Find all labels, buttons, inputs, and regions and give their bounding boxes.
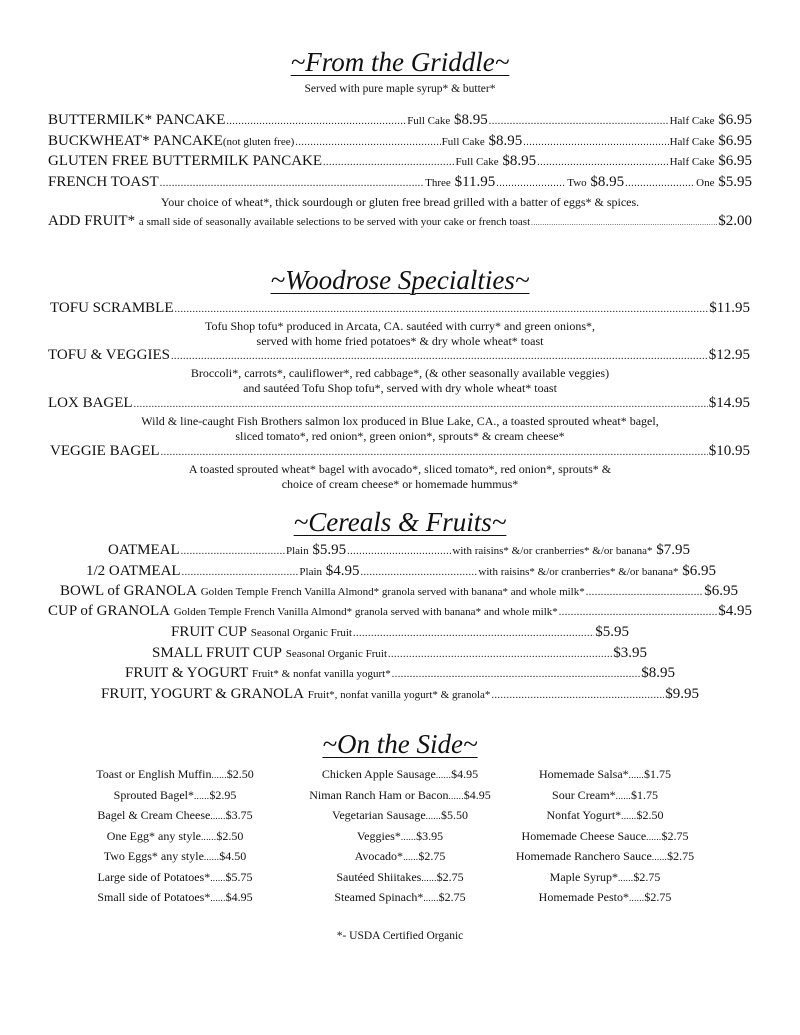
dot-leader (523, 133, 668, 152)
dot-leader: ...... (646, 831, 662, 842)
side-item (270, 806, 530, 827)
item-price: $12.95 (708, 347, 750, 363)
side-column-1 (60, 765, 290, 909)
item-description: Seasonal Organic Fruit (250, 627, 352, 639)
three-label: Three (425, 177, 451, 189)
dot-leader (361, 563, 478, 582)
item-name: GLUTEN FREE BUTTERMILK PANCAKE (48, 153, 323, 169)
dot-leader: ...... (628, 770, 644, 780)
half-label: Half Cake (669, 156, 715, 168)
with-label: with raisins* &/or cranberries* &/or banana* (452, 545, 653, 557)
item-price: $14.95 (708, 395, 750, 411)
side-item-price: $2.75 (438, 890, 466, 904)
side-item-price: $5.75 (225, 869, 253, 884)
side-item-price: $4.95 (451, 767, 479, 781)
side-item (60, 888, 290, 909)
with-label: with raisins* &/or cranberries* &/or banana* (478, 566, 679, 578)
with-price: $7.95 (656, 542, 690, 558)
item-description: Golden Temple French Vanilla Almond* granola served with banana* and whole milk* (173, 606, 558, 618)
side-item (60, 847, 290, 868)
half-price: $6.95 (718, 153, 752, 169)
dot-leader (182, 563, 299, 582)
item-name: BUCKWHEAT* PANCAKE (48, 133, 223, 149)
side-item (270, 868, 530, 889)
dot-leader (392, 665, 641, 684)
side-item-name: Niman Ranch Ham or Bacon (309, 787, 449, 802)
side-item-name: Homemade Ranchero Sauce (515, 849, 652, 863)
side-item-price: $4.95 (463, 787, 491, 802)
half-label: Half Cake (669, 115, 715, 127)
side-item-price: $2.75 (633, 869, 661, 884)
side-item-name: Avocado* (354, 849, 404, 863)
item-name: LOX BAGEL (48, 395, 133, 411)
item-name: TOFU & VEGGIES (48, 347, 170, 363)
item-price: $3.95 (613, 645, 647, 661)
griddle-subtitle: Served with pure maple syrup* & butter* (304, 83, 496, 95)
side-item-price: $2.75 (661, 828, 689, 843)
dot-leader: ...... (651, 852, 668, 862)
item-name: FRUIT, YOGURT & GRANOLA (101, 686, 304, 702)
menu-item-french-toast (48, 173, 752, 193)
tofu-scramble-desc-line1: Tofu Shop tofu* produced in Arcata, CA. sautéed with curry* and green onions*, (204, 319, 596, 333)
side-column-2 (270, 765, 530, 909)
item-description: Fruit* & nonfat vanilla yogurt* (252, 668, 391, 680)
full-price: $8.95 (454, 112, 488, 128)
dot-leader (496, 174, 566, 193)
plain-label: Plain (299, 566, 323, 578)
organic-footnote: *- USDA Certified Organic (336, 930, 464, 942)
two-label: Two (567, 177, 587, 189)
side-title: ~On the Side~ (322, 729, 478, 759)
item-price: $10.95 (708, 443, 750, 459)
dot-leader: ...... (425, 811, 441, 821)
menu-item-small-fruit-cup (152, 644, 647, 664)
side-item-name: Sour Cream* (552, 787, 616, 802)
with-price: $6.95 (682, 563, 716, 579)
side-item-price: $1.75 (630, 787, 658, 802)
item-name: BOWL of GRANOLA (60, 583, 197, 599)
side-item-name: Large side of Potatoes* (97, 869, 211, 884)
dot-leader: ...... (448, 790, 464, 801)
dot-leader: ...... (423, 893, 439, 903)
menu-item-veggie-bagel (50, 442, 750, 462)
item-name: TOFU SCRAMBLE (50, 300, 174, 316)
full-label: Full Cake (441, 136, 485, 148)
full-price: $8.95 (488, 133, 523, 149)
side-item-name: Sprouted Bagel* (113, 787, 194, 802)
dot-leader: ...... (618, 872, 634, 883)
side-item (270, 888, 530, 909)
menu-item-add-fruit (48, 212, 752, 233)
plain-price: $5.95 (312, 542, 347, 558)
side-item-price: $2.50 (216, 828, 244, 843)
dot-leader: ...... (194, 790, 210, 801)
half-price: $6.95 (718, 133, 752, 149)
side-item-name: One Egg* any style (106, 828, 201, 843)
dot-leader (388, 645, 612, 664)
side-item-price: $2.75 (436, 869, 464, 884)
dot-leader: ...... (400, 831, 417, 842)
dot-leader (160, 174, 424, 193)
dot-leader (531, 214, 717, 233)
item-name: FRUIT CUP (171, 624, 247, 640)
item-price: $11.95 (709, 300, 750, 316)
side-item-price: $4.95 (225, 890, 253, 904)
full-label: Full Cake (455, 156, 499, 168)
dot-leader (491, 686, 664, 705)
menu-item-buttermilk-pancake (48, 111, 752, 131)
dot-leader (586, 583, 704, 602)
dot-leader (171, 347, 708, 366)
dot-leader (295, 133, 440, 152)
dot-leader: ...... (211, 770, 227, 780)
full-label: Full Cake (407, 115, 451, 127)
item-name: FRENCH TOAST (48, 174, 159, 190)
side-item-name: Sautéed Shiitakes (336, 869, 422, 884)
side-item (495, 786, 715, 807)
item-note: (not gluten free) (222, 136, 295, 148)
side-item-price: $1.75 (643, 767, 671, 781)
side-item (495, 827, 715, 848)
dot-leader (181, 542, 285, 561)
menu-item-fruit-cup (171, 623, 629, 643)
side-item (60, 765, 290, 786)
side-item-name: Homemade Cheese Sauce (521, 828, 647, 843)
dot-leader (134, 395, 708, 414)
menu-item-oatmeal (108, 541, 690, 561)
full-price: $8.95 (502, 153, 537, 169)
side-item-name: Bagel & Cream Cheese (97, 808, 211, 822)
tofu-veggies-desc-line2: and sautéed Tofu Shop tofu*, served with dry whole wheat* toast (243, 381, 557, 395)
side-item-name: Small side of Potatoes* (97, 890, 211, 904)
side-item (270, 847, 530, 868)
specialties-title: ~Woodrose Specialties~ (270, 265, 530, 295)
menu-item-fruit-yogurt (125, 664, 675, 684)
side-item-name: Homemade Pesto* (538, 890, 629, 904)
menu-item-buckwheat-pancake (48, 132, 752, 152)
veggie-bagel-desc-line1: A toasted sprouted wheat* bagel with avocado*, sliced tomato*, red onion*, sprouts* & (188, 462, 612, 476)
side-item-price: $2.75 (644, 890, 672, 904)
side-item-price: $2.50 (226, 767, 254, 781)
side-item-name: Homemade Salsa* (539, 767, 629, 781)
side-item-name: Vegetarian Sausage (332, 808, 426, 822)
item-name: VEGGIE BAGEL (50, 443, 160, 459)
side-item-price: $2.75 (418, 849, 446, 863)
dot-leader (175, 300, 709, 319)
two-price: $8.95 (590, 174, 625, 190)
menu-item-bowl-granola (60, 582, 738, 602)
dot-leader: ...... (629, 893, 645, 903)
tofu-scramble-desc-line2: served with home fried potatoes* & dry whole wheat* toast (256, 334, 544, 348)
side-item (495, 806, 715, 827)
dot-leader (161, 443, 708, 462)
side-item (270, 786, 530, 807)
dot-leader (489, 112, 669, 131)
plain-label: Plain (285, 545, 309, 557)
cereals-title: ~Cereals & Fruits~ (293, 507, 507, 537)
menu-item-tofu-veggies (48, 346, 750, 366)
item-name: FRUIT & YOGURT (125, 665, 249, 681)
dot-leader (323, 153, 454, 172)
lox-bagel-desc-line2: sliced tomato*, red onion*, green onion*, sprouts* & cream cheese* (235, 429, 565, 443)
dot-leader: ...... (201, 831, 217, 842)
side-item-price: $3.95 (416, 828, 444, 843)
item-price: $9.95 (665, 686, 699, 702)
dot-leader: ...... (615, 790, 631, 801)
item-name: CUP of GRANOLA (48, 603, 170, 619)
dot-leader: ...... (421, 872, 437, 883)
dot-leader (347, 542, 451, 561)
side-item-price: $5.50 (440, 808, 468, 822)
item-description: Golden Temple French Vanilla Almond* granola served with banana* and whole milk* (200, 586, 585, 598)
item-name: BUTTERMILK* PANCAKE (48, 112, 226, 128)
side-item-name: Veggies* (356, 828, 401, 843)
item-price: $4.95 (718, 603, 752, 619)
dot-leader (353, 624, 594, 643)
side-item (495, 847, 715, 868)
dot-leader: ...... (210, 811, 226, 821)
side-item (495, 868, 715, 889)
side-item (60, 806, 290, 827)
griddle-title: ~From the Griddle~ (290, 47, 510, 77)
dot-leader: ...... (210, 872, 226, 883)
side-item-name: Toast or English Muffin (96, 767, 212, 781)
dot-leader: ...... (435, 770, 452, 780)
item-name: OATMEAL (108, 542, 180, 558)
side-item (495, 765, 715, 786)
side-item-name: Maple Syrup* (549, 869, 618, 884)
menu-item-gluten-free-pancake (48, 152, 752, 172)
side-item-name: Nonfat Yogurt* (546, 808, 622, 822)
item-name: 1/2 OATMEAL (86, 563, 181, 579)
side-item-name: Chicken Apple Sausage (321, 767, 436, 781)
dot-leader (625, 174, 695, 193)
dot-leader: ...... (210, 893, 226, 903)
menu-item-tofu-scramble (50, 299, 750, 319)
side-item-name: Steamed Spinach* (334, 890, 424, 904)
dot-leader: ...... (621, 811, 637, 821)
menu-item-fruit-yogurt-granola (101, 685, 699, 705)
half-label: Half Cake (669, 136, 715, 148)
side-item (270, 765, 530, 786)
side-item-price: $2.50 (636, 808, 664, 822)
side-item-price: $2.95 (209, 787, 237, 802)
item-description: Seasonal Organic Fruit (285, 648, 388, 660)
item-price: $6.95 (704, 583, 738, 599)
dot-leader: ...... (203, 852, 220, 862)
menu-item-lox-bagel (48, 394, 750, 414)
dot-leader: ...... (403, 852, 419, 862)
side-item-name: Two Eggs* any style (103, 849, 204, 863)
menu-item-cup-granola (48, 602, 752, 622)
dot-leader (537, 153, 668, 172)
item-price: $5.95 (595, 624, 629, 640)
side-item (270, 827, 530, 848)
half-price: $6.95 (718, 112, 752, 128)
french-toast-description: Your choice of wheat*, thick sourdough or gluten free bread grilled with a batter of eggs* & spices. (160, 195, 640, 209)
menu-item-half-oatmeal (86, 562, 716, 582)
item-description: Fruit*, nonfat vanilla yogurt* & granola* (307, 689, 491, 701)
tofu-veggies-desc-line1: Broccoli*, carrots*, cauliflower*, red cabbage*, (& other seasonally available veggies) (190, 366, 610, 380)
side-item-price: $3.75 (225, 808, 253, 822)
item-price: $2.00 (718, 213, 752, 229)
one-price: $5.95 (718, 174, 752, 190)
item-name: ADD FRUIT* (48, 213, 136, 229)
item-price: $8.95 (641, 665, 675, 681)
dot-leader (226, 112, 406, 131)
veggie-bagel-desc-line2: choice of cream cheese* or homemade hummus* (281, 477, 519, 491)
lox-bagel-desc-line1: Wild & line-caught Fish Brothers salmon lox produced in Blue Lake, CA., a toasted sprouted wheat* bagel, (141, 414, 659, 428)
side-item-price: $2.75 (667, 849, 695, 863)
side-item (495, 888, 715, 909)
three-price: $11.95 (454, 174, 496, 190)
item-name: SMALL FRUIT CUP (152, 645, 283, 661)
plain-price: $4.95 (325, 563, 360, 579)
side-item (60, 827, 290, 848)
item-description: a small side of seasonally available selections to be served with your cake or french toast (138, 216, 531, 228)
side-column-3 (495, 765, 715, 909)
one-label: One (696, 177, 715, 189)
side-item (60, 868, 290, 889)
side-item-price: $4.50 (219, 849, 247, 863)
side-item (60, 786, 290, 807)
dot-leader (559, 603, 718, 622)
